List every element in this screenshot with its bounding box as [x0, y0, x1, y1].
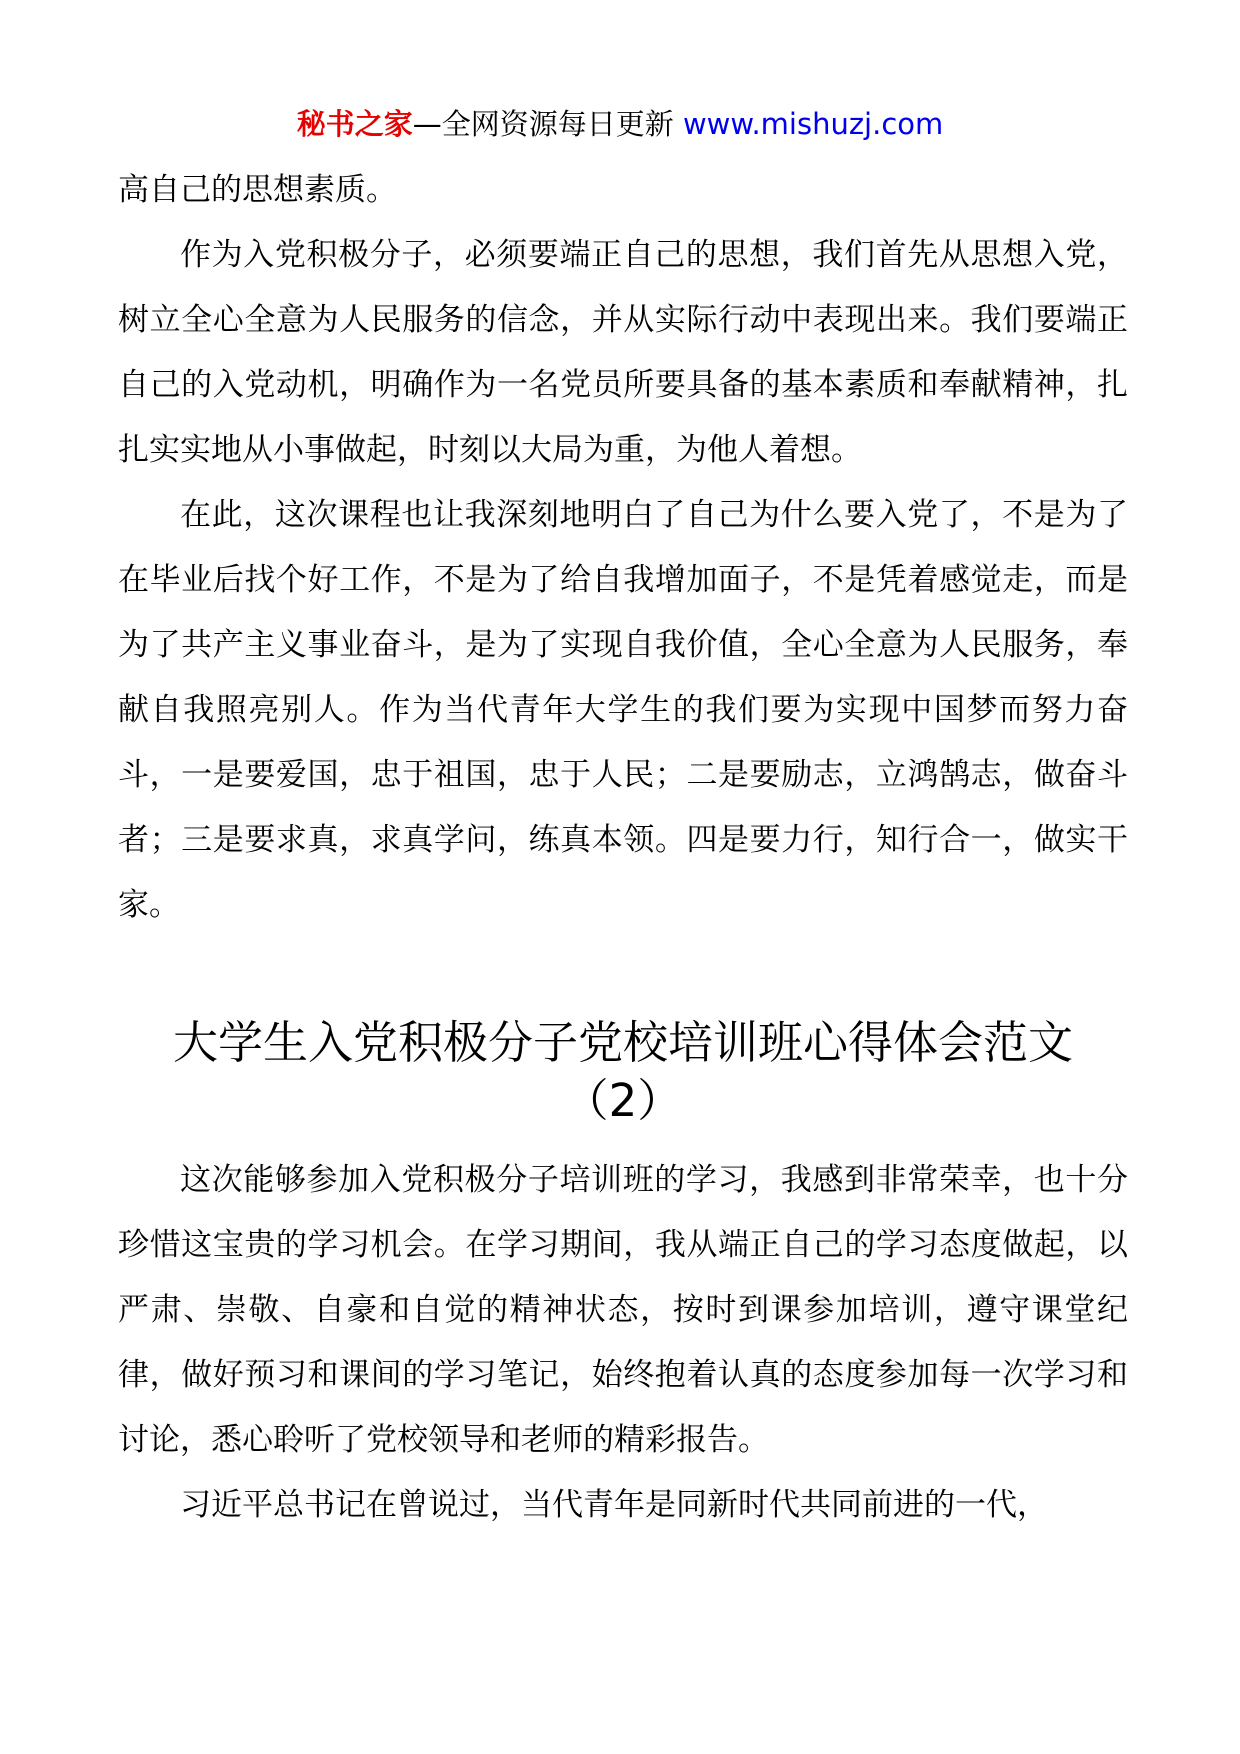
section-title-number: （2）	[563, 1074, 683, 1127]
paragraph: 作为入党积极分子，必须要端正自己的思想，我们首先从思想入党，树立全心全意为人民服务的信念，并从实际行动中表现出来。我们要端正自己的入党动机，明确作为一名党员所要具备的基本素质和奉献精神，扎扎实实地从小事做起，时刻以大局为重，为他人着想。	[118, 237, 1128, 468]
header-slogan: —全网资源每日更新	[412, 107, 674, 141]
document-body	[118, 158, 1128, 1538]
paragraph: 习近平总书记在曾说过，当代青年是同新时代共同前进的一代，	[180, 1487, 1048, 1523]
page-header	[0, 100, 1240, 148]
paragraph: 在此，这次课程也让我深刻地明白了自己为什么要入党了，不是为了在毕业后找个好工作，不是为了给自我增加面子，不是凭着感觉走，而是为了共产主义事业奋斗，是为了实现自我价值，全心全意为人民服务，奉献自我照亮别人。作为当代青年大学生的我们要为实现中国梦而努力奋斗，一是要爱国，忠于祖国，忠于人民；二是要励志，立鸿鹄志，做奋斗者；三是要求真，求真学问，练真本领。四是要力行，知行合一，做实干家。	[118, 497, 1128, 923]
paragraph: 这次能够参加入党积极分子培训班的学习，我感到非常荣幸，也十分珍惜这宝贵的学习机会。在学习期间，我从端正自己的学习态度做起，以严肃、崇敬、自豪和自觉的精神状态，按时到课参加培训，遵守课堂纪律，做好预习和课间的学习笔记，始终抱着认真的态度参加每一次学习和讨论，悉心聆听了党校领导和老师的精彩报告。	[118, 1162, 1128, 1458]
section-title-line: 大学生入党积极分子党校培训班心得体会范文	[172, 1016, 1073, 1069]
website-link[interactable]: www.mishuzj.com	[682, 107, 944, 141]
brand-name: 秘书之家	[296, 107, 413, 141]
section-title	[118, 1014, 1128, 1130]
paragraph-continued: 高自己的思想素质。	[118, 172, 397, 208]
